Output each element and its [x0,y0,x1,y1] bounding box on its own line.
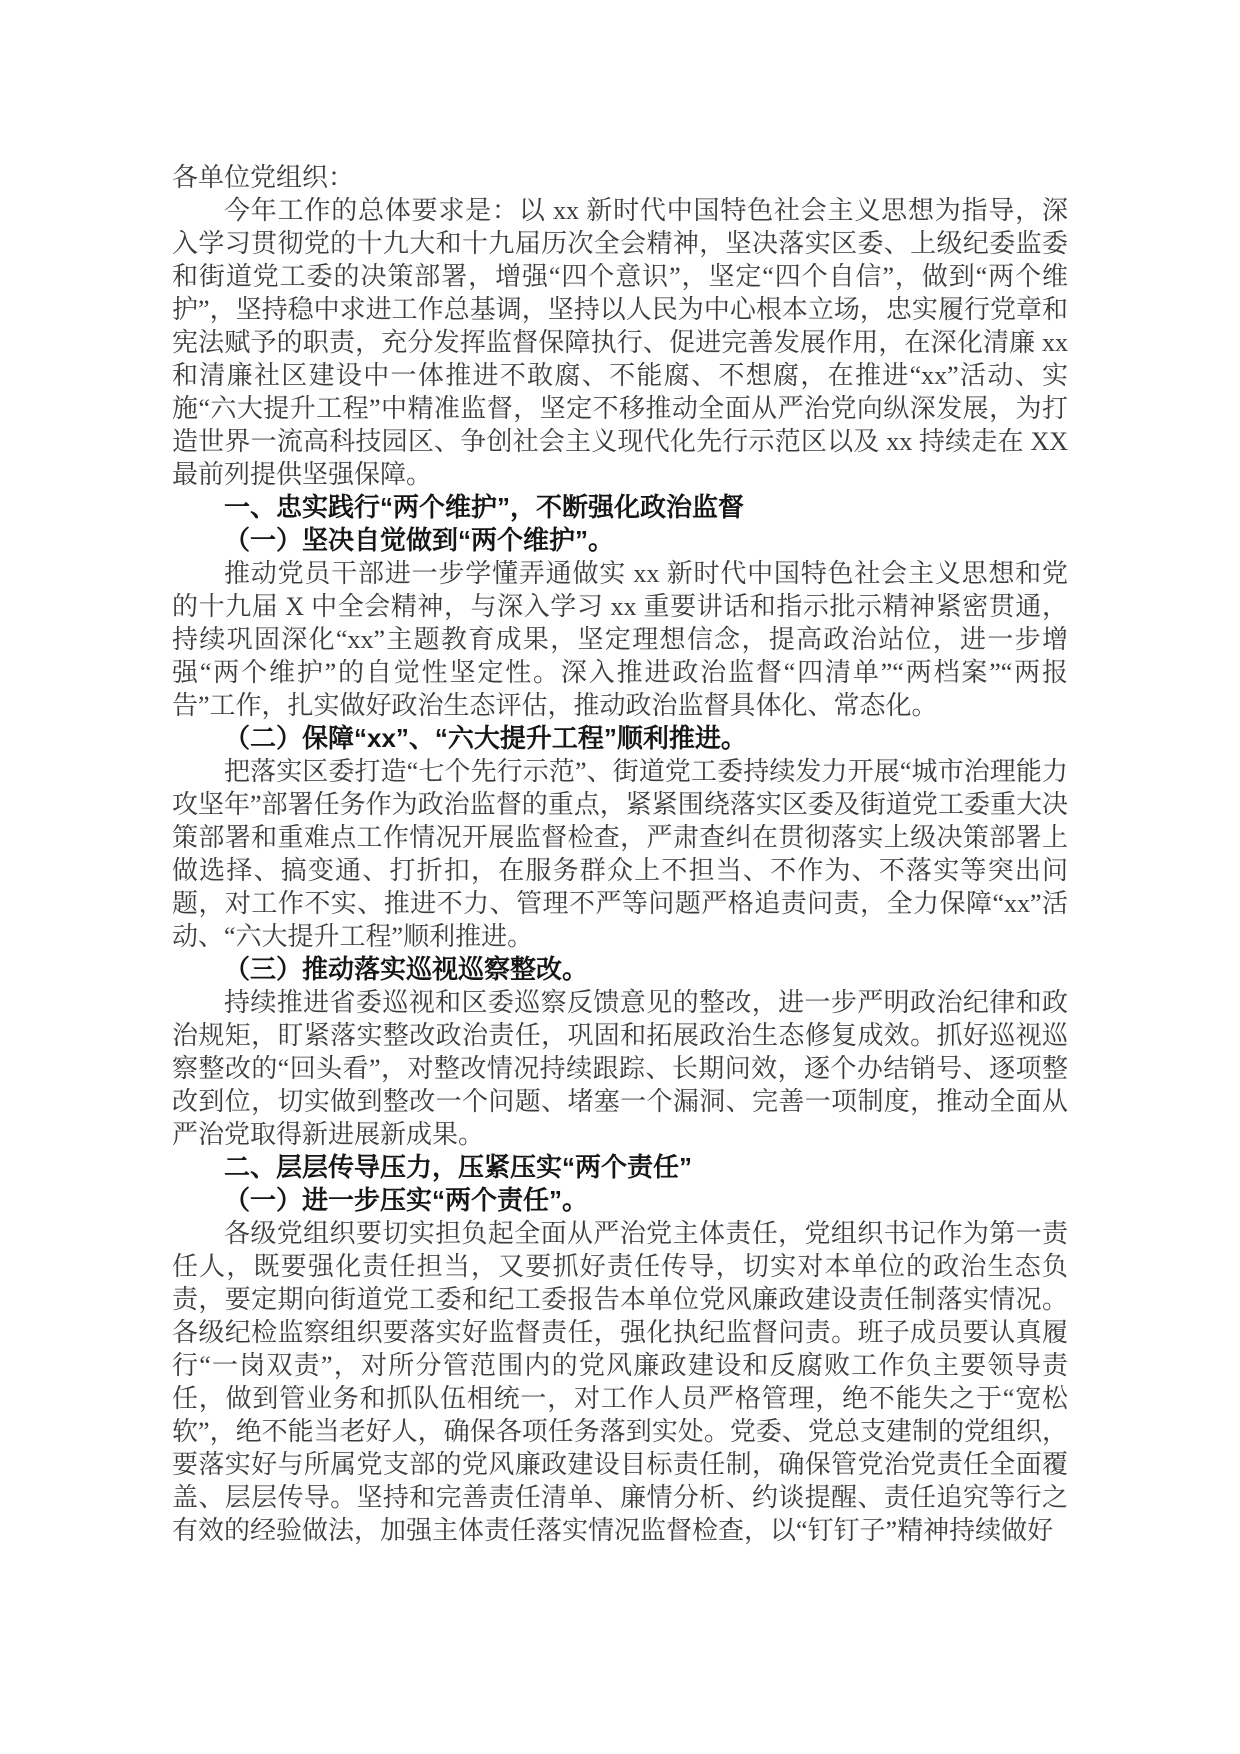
section-1-subheading-1: （一）坚决自觉做到“两个维护”。 [224,525,615,555]
salutation-line: 各单位党组织： [172,163,355,192]
section-1-paragraph-3: 持续推进省委巡视和区委巡察反馈意见的整改，进一步严明政治纪律和政治规矩，盯紧落实整改政治责任，巩固和拓展政治生态修复成效。抓好巡视巡察整改的“回头看”，对整改情况持续跟踪、长期问效，逐个办结销号、逐项整改到位，切实做到整改一个问题、堵塞一个漏洞、完善一项制度，推动全面从严治党取得新进展新成果。 [172,988,1068,1149]
section-1-paragraph-2: 把落实区委打造“七个先行示范”、街道党工委持续发力开展“城市治理能力攻坚年”部署任务作为政治监督的重点，紧紧围绕落实区委及街道党工委重大决策部署和重难点工作情况开展监督检查，严肃查纠在贯彻落实上级决策部署上做选择、搞变通、打折扣，在服务群众上不担当、不作为、不落实等突出问题，对工作不实、推进不力、管理不严等问题严格追责问责，全力保障“xx”活动、“六大提升工程”顺利推进。 [172,757,1068,951]
overview-paragraph: 今年工作的总体要求是：以 xx 新时代中国特色社会主义思想为指导，深入学习贯彻党的十九大和十九届历次全会精神，坚决落实区委、上级纪委监委和街道党工委的决策部署，增强“四个意识”，坚定“四个自信”，做到“两个维护”，坚持稳中求进工作总基调，坚持以人民为中心根本立场，忠实履行党章和宪法赋予的职责，充分发挥监督保障执行、促进完善发展作用，在深化清廉 xx 和清廉社区建设中一体推进不敢腐、不能腐、不想腐，在推进“xx”活动、实施“六大提升工程”中精准监督，坚定不移推动全面从严治党向纵深发展，为打造世界一流高科技园区、争创社会主义现代化先行示范区以及 xx 持续走在 XX 最前列提供坚强保障。 [172,196,1068,489]
section-1-subheading-3: （三）推动落实巡视巡察整改。 [224,954,589,984]
section-1-paragraph-1: 推动党员干部进一步学懂弄通做实 xx 新时代中国特色社会主义思想和党的十九届 X 中全会精神，与深入学习 xx 重要讲话和指示批示精神紧密贯通，持续巩固深化“xx”主题教育成果，坚定理想信念，提高政治站位，进一步增强“两个维护”的自觉性坚定性。深入推进政治监督“四清单”“两档案”“两报告”工作，扎实做好政治生态评估，推动政治监督具体化、常态化。 [172,559,1068,720]
section-1-heading: 一、忠实践行“两个维护”，不断强化政治监督 [224,492,745,522]
section-2-paragraph-1: 各级党组织要切实担负起全面从严治党主体责任，党组织书记作为第一责任人，既要强化责任担当，又要抓好责任传导，切实对本单位的政治生态负责，要定期向街道党工委和纪工委报告本单位党风廉政建设责任制落实情况。各级纪检监察组织要落实好监督责任，强化执纪监督问责。班子成员要认真履行“一岗双责”，对所分管范围内的党风廉政建设和反腐败工作负主要领导责任，做到管业务和抓队伍相统一，对工作人员严格管理，绝不能失之于“宽松软”，绝不能当老好人，确保各项任务落到实处。党委、党总支建制的党组织，要落实好与所属党支部的党风廉政建设目标责任制，确保管党治党责任全面覆盖、层层传导。坚持和完善责任清单、廉情分析、约谈提醒、责任追究等行之有效的经验做法，加强主体责任落实情况监督检查，以“钉钉子”精神持续做好 [172,1219,1068,1545]
section-2-subheading-1: （一）进一步压实“两个责任”。 [224,1185,589,1215]
section-2-heading: 二、层层传导压力，压紧压实“两个责任” [224,1152,693,1182]
section-1-subheading-2: （二）保障“xx”、“六大提升工程”顺利推进。 [224,723,747,753]
